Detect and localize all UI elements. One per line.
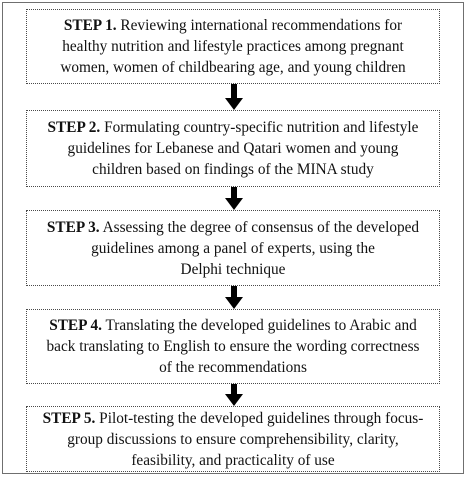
step-4-box <box>26 309 440 384</box>
step-1-line-2: healthy nutrition and lifestyle practices among pregnant <box>62 38 404 55</box>
step-4-text <box>47 315 420 378</box>
step-1-line-1 <box>60 15 405 36</box>
step-2-label: STEP 2. <box>47 119 101 136</box>
step-2-line-1-text: Formulating country-specific nutrition and lifestyle <box>100 119 419 136</box>
step-4-line-1-text: Translating the developed guidelines to Arabic and <box>101 317 417 334</box>
step-1-line-3: women, women of childbearing age, and young children <box>60 59 406 76</box>
step-2-line-2: guidelines for Lebanese and Qatari women and young <box>67 140 399 157</box>
step-5-text <box>43 408 424 471</box>
step-2-line-1 <box>48 117 419 138</box>
down-arrow-icon <box>224 286 244 309</box>
step-3-line-1-text: Assessing the degree of consensus of the developed <box>99 218 420 236</box>
step-4-line-2: back translating to English to ensure the wording correctness <box>46 338 420 355</box>
step-2-box <box>26 110 440 187</box>
step-3-box <box>26 210 440 286</box>
step-5-label: STEP 5. <box>42 409 96 427</box>
step-5-line-3: feasibility, and practicality of use <box>131 451 335 469</box>
step-3-text <box>47 217 419 280</box>
step-3-line-3: Delphi technique <box>180 260 286 278</box>
step-2-text <box>48 117 419 180</box>
step-3-line-2: guidelines among a panel of experts, using the <box>91 239 375 257</box>
down-arrow-icon <box>224 84 244 110</box>
step-2-line-3: children based on findings of the MINA study <box>92 161 374 178</box>
step-1-label: STEP 1. <box>63 17 117 34</box>
step-5-line-1-text: Pilot-testing the developed guidelines through focus- <box>95 409 424 427</box>
step-1-box <box>26 9 440 84</box>
step-5-box <box>26 406 440 472</box>
step-3-label: STEP 3. <box>46 218 100 236</box>
step-5-line-2: group discussions to ensure comprehensibility, clarity, <box>67 430 399 448</box>
step-4-label: STEP 4. <box>49 317 102 334</box>
step-4-line-1 <box>47 315 420 336</box>
step-1-line-1-text: Reviewing international recommendations for <box>116 17 403 34</box>
step-4-line-3: of the recommendations <box>159 359 307 376</box>
down-arrow-icon <box>224 384 244 406</box>
down-arrow-icon <box>224 187 244 210</box>
step-5-line-1 <box>43 408 424 429</box>
step-1-text <box>60 15 405 78</box>
step-3-line-1 <box>47 217 419 238</box>
